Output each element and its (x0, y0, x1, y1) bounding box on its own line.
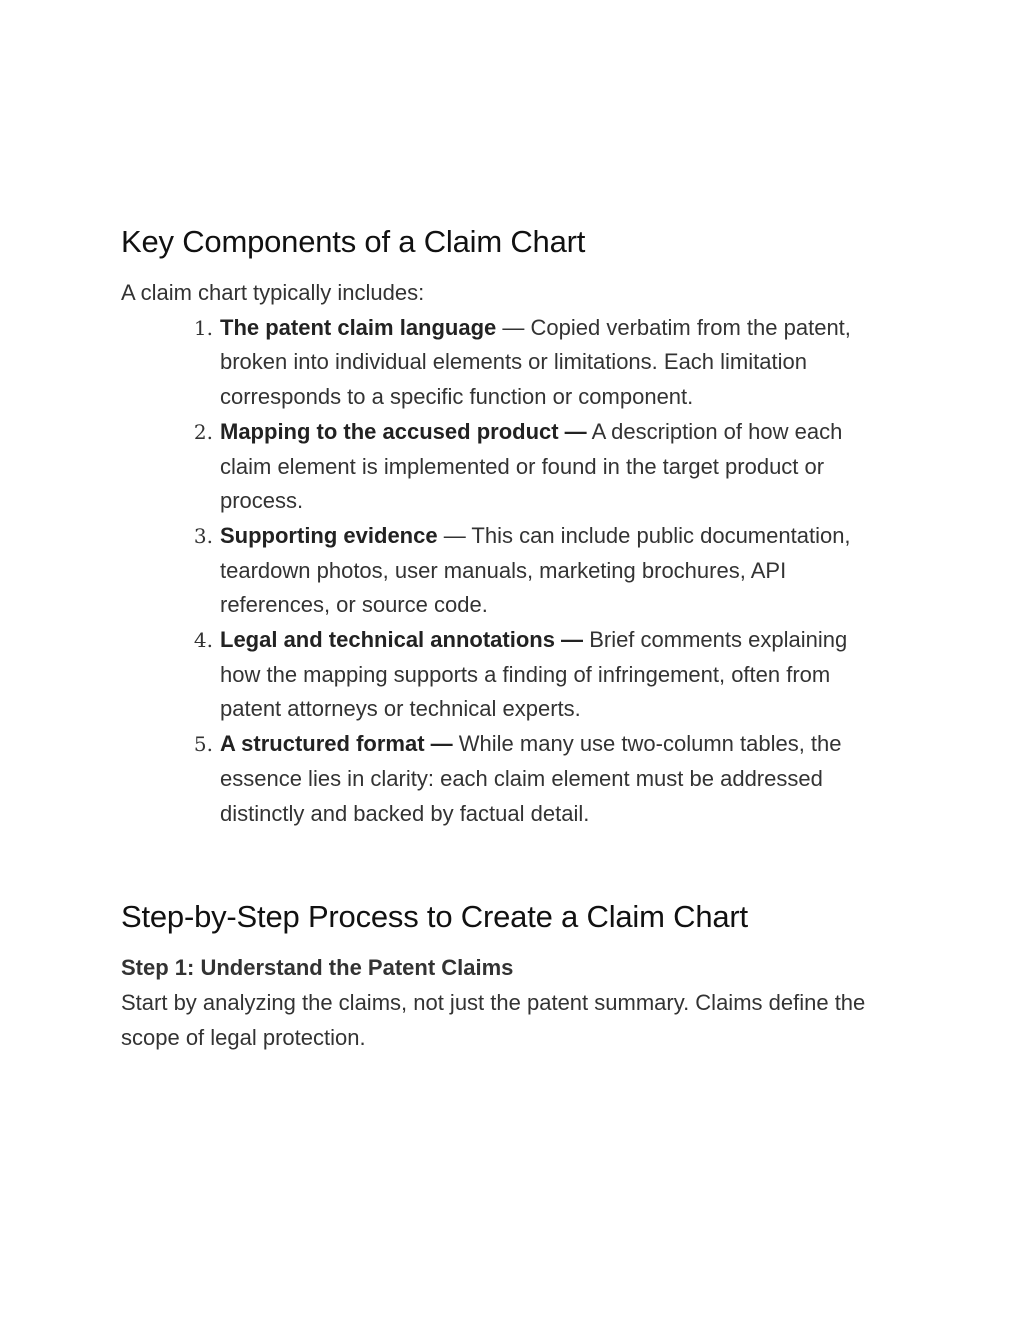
list-item (193, 415, 885, 519)
list-item-text: A description of how each claim element is implemented or found in the target product or process. (220, 418, 843, 514)
list-item (193, 623, 885, 727)
list-item-number: 5. (193, 732, 213, 757)
list-item-text: Brief comments explaining how the mapping supports a finding of infringement, often from patent attorneys or technical experts. (220, 627, 848, 722)
list-item (193, 311, 885, 415)
list-item-term: Supporting evidence (220, 522, 438, 548)
list-item-separator: — (437, 522, 472, 548)
list-item-separator: — (496, 314, 531, 340)
section-title-key-components: Key Components of a Claim Chart (121, 224, 586, 259)
list-item-term: Mapping to the accused product — (220, 418, 587, 444)
list-item-term: The patent claim language (220, 314, 497, 340)
step-1-body: Start by analyzing the claims, not just the patent summary. Claims define the scope of legal protection. (121, 989, 866, 1050)
components-list (121, 311, 885, 832)
list-item-text: Copied verbatim from the patent, broken into individual elements or limitations. Each limitation corresponds to a specific function or component. (220, 314, 851, 410)
list-item-term: A structured format — (220, 731, 453, 757)
document-content (121, 222, 901, 1055)
section-title-step-by-step: Step-by-Step Process to Create a Claim Chart (121, 899, 748, 935)
list-item-number: 4. (193, 628, 213, 653)
section-spacer (121, 831, 901, 897)
list-item-term: Legal and technical annotations — (220, 627, 584, 653)
list-item-text: While many use two-column tables, the essence lies in clarity: each claim element must be addressed distinctly and backed by factual detail. (220, 731, 842, 826)
step-1-heading: Step 1: Understand the Patent Claims (121, 955, 514, 981)
list-item (193, 727, 885, 831)
list-item-number: 1. (193, 315, 213, 340)
list-item-text: This can include public documentation, teardown photos, user manuals, marketing brochures, API references, or source code. (220, 522, 851, 618)
list-item-number: 3. (193, 523, 213, 548)
list-item-number: 2. (193, 419, 213, 444)
intro-paragraph: A claim chart typically includes: (121, 280, 425, 305)
list-item (193, 519, 885, 623)
